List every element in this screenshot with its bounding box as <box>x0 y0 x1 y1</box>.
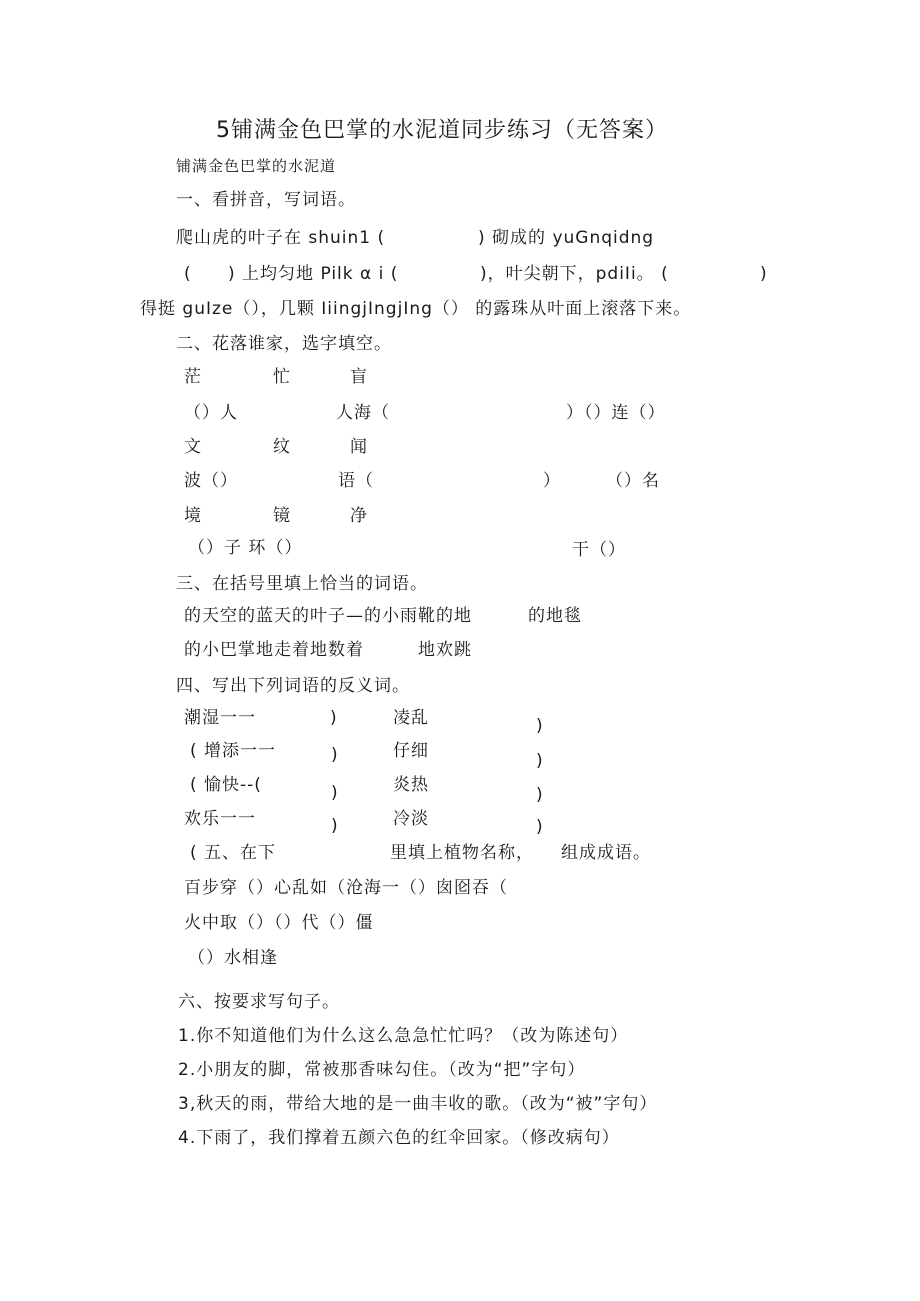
page-title: 5铺满金色巴掌的水泥道同步练习（无答案） <box>216 118 668 143</box>
s6-question-1: 1.你不知道他们为什么这么急急忙忙吗？（改为陈述句） <box>178 1026 629 1046</box>
s5-line-3: （）水相逢 <box>188 948 278 968</box>
s2-char-8: 镜 <box>273 506 291 526</box>
s1-line3: 得挺 guIze（），几颗 IiingjIngjIng（） 的露珠从叶面上滚落下来。 <box>140 299 692 319</box>
s4-paren-1: ) <box>330 708 338 728</box>
s4-word-4: 仔细 <box>393 741 429 761</box>
s3-line2-a: 的小巴掌地走着地数着 <box>184 640 364 660</box>
s4-word-7: 欢乐一一 <box>184 809 256 829</box>
s3-line2-b: 地欢跳 <box>418 640 472 660</box>
s4-word-8: 冷淡 <box>393 809 429 829</box>
section-5-heading-c: 组成成语。 <box>561 843 651 863</box>
section-6-heading: 六、按要求写句子。 <box>178 992 340 1012</box>
s2-row1-c: ）（）连（） <box>566 403 666 423</box>
s2-char-4: 文 <box>184 437 202 457</box>
s2-char-5: 纹 <box>273 437 291 457</box>
s6-question-2: 2.小朋友的脚，常被那香味勾住。（改为“把”字句） <box>178 1060 586 1080</box>
s2-char-1: 茫 <box>184 367 202 387</box>
s1-line2-b: ) 上均匀地 Pilk α i ( <box>228 264 399 284</box>
s4-word-2: 凌乱 <box>393 708 429 728</box>
s4-word-3: ( 增添一一 <box>190 741 277 761</box>
s4-word-6: 炎热 <box>393 775 429 795</box>
s4-paren-6: ) <box>536 785 544 805</box>
section-5-heading-a: ( 五、在下 <box>190 843 277 863</box>
s2-row2-c: ） <box>543 471 561 491</box>
s2-row2-a: 波（） <box>184 471 238 491</box>
s6-question-3: 3,秋天的雨，带给大地的是一曲丰收的歌。（改为“被”字句） <box>178 1094 658 1114</box>
s4-paren-4: ) <box>536 751 544 771</box>
s1-line1-b: ) 砌成的 yuGnqidng <box>478 228 655 248</box>
s6-question-4: 4.下雨了，我们撑着五颜六色的红伞回家。（修改病句） <box>178 1128 620 1148</box>
s2-row1-a: （）人 <box>184 403 238 423</box>
s1-line2-d: ) <box>760 264 768 284</box>
section-2-heading: 二、花落谁家，选字填空。 <box>176 334 392 354</box>
section-4-heading: 四、写出下列词语的反义词。 <box>176 676 410 696</box>
s5-line-1: 百步穿（）心乱如（沧海一（）囱囵吞（ <box>184 878 508 898</box>
section-5-heading-b: 里填上植物名称， <box>390 843 534 863</box>
section-1-heading: 一、看拼音，写词语。 <box>176 190 356 210</box>
section-3-heading: 三、在括号里填上恰当的词语。 <box>176 574 428 594</box>
s4-paren-8: ) <box>536 817 544 837</box>
s4-word-5: ( 愉快--( <box>190 775 262 795</box>
s4-paren-3: ) <box>331 745 339 765</box>
s4-paren-2: ) <box>536 716 544 736</box>
s1-line1-a: 爬山虎的叶子在 shuin1 ( <box>176 228 386 248</box>
s2-row3-b: 干（） <box>572 540 626 560</box>
s4-paren-5: ) <box>331 783 339 803</box>
lesson-name: 铺满金色巴掌的水泥道 <box>176 157 337 175</box>
s2-row2-d: （）名 <box>606 471 660 491</box>
s1-line2-a: ( <box>184 264 192 284</box>
s2-row3-a: （）子 环（） <box>188 538 303 558</box>
s4-paren-7: ) <box>331 816 339 836</box>
s2-char-9: 净 <box>350 506 368 526</box>
s1-line2-c: )，叶尖朝下，pdiIi。 ( <box>480 264 669 284</box>
s5-line-2: 火中取（）（）代（）僵 <box>184 913 374 933</box>
s2-char-2: 忙 <box>273 367 291 387</box>
s2-char-7: 境 <box>184 506 202 526</box>
s4-word-1: 潮湿一一 <box>184 708 256 728</box>
s3-line1-b: 的地毯 <box>528 606 582 626</box>
s2-char-6: 闻 <box>350 437 368 457</box>
s2-char-3: 盲 <box>350 367 368 387</box>
s2-row2-b: 语（ <box>338 471 374 491</box>
s2-row1-b: 人海（ <box>336 403 390 423</box>
s3-line1-a: 的天空的蓝天的叶子—的小雨靴的地 <box>184 606 472 626</box>
